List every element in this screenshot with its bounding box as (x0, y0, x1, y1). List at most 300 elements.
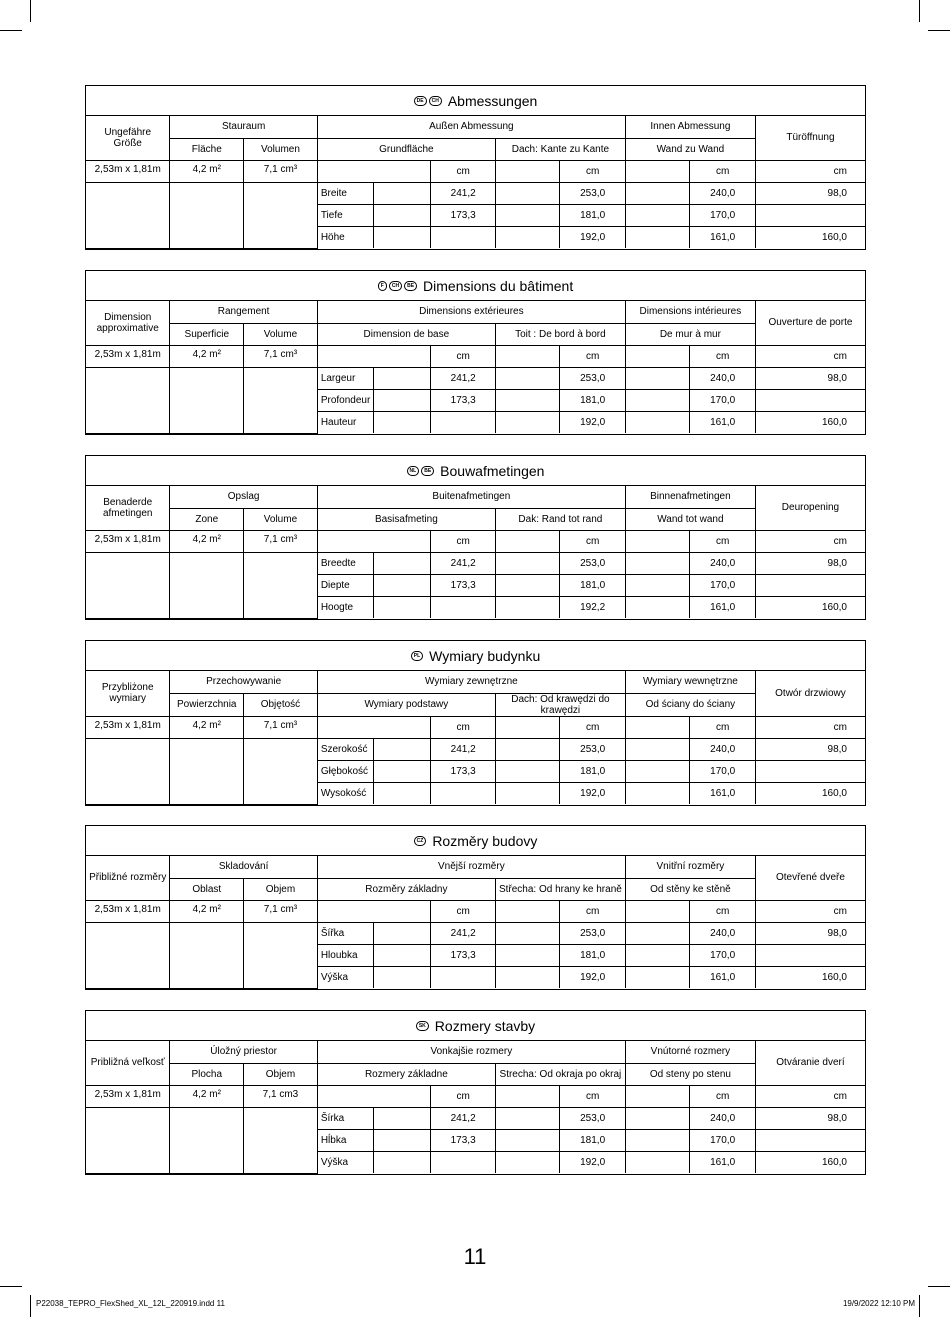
empty-cell (625, 738, 689, 760)
page-number: 11 (463, 1244, 487, 1269)
empty-cell (625, 1129, 689, 1151)
empty-cell (495, 389, 559, 411)
section-header (86, 641, 865, 671)
empty-cell (374, 552, 431, 574)
door-value (755, 944, 865, 966)
wall-dim-header: Od ściany do ściany (625, 693, 755, 716)
footer-date: 19/9/2022 12:10 PM (842, 1299, 915, 1308)
empty-cell (317, 160, 431, 182)
empty-cell (244, 552, 318, 618)
outer-dim-header: Außen Abmessung (317, 116, 625, 138)
inner-dim-header: Dimensions intérieures (625, 301, 755, 323)
inner-value: 161,0 (690, 411, 756, 433)
inner-value: 170,0 (690, 760, 756, 782)
empty-cell (625, 411, 689, 433)
approx-size-header: Przybliżone wymiary (86, 671, 170, 716)
dim-label: Hloubka (317, 944, 373, 966)
base-value (431, 226, 495, 248)
base-value: 241,2 (431, 922, 495, 944)
door-opening-header: Otevřené dveře (755, 856, 865, 900)
base-value: 241,2 (431, 738, 495, 760)
empty-cell (374, 596, 431, 618)
inner-dim-header: Vnitřní rozměry (625, 856, 755, 878)
area-header: Powierzchnia (170, 693, 244, 716)
table-row (86, 552, 865, 574)
section-header (86, 826, 865, 856)
empty-cell (495, 226, 559, 248)
empty-cell (495, 204, 559, 226)
unit-label: cm (755, 345, 865, 367)
country-flag-icon: BE (421, 466, 434, 476)
dim-label: Šírka (317, 1107, 373, 1129)
empty-cell (86, 552, 170, 618)
empty-cell (625, 760, 689, 782)
country-flag-icon: SK (416, 1021, 429, 1031)
dim-label: Höhe (317, 226, 373, 248)
storage-header: Stauraum (170, 116, 317, 138)
empty-cell (374, 922, 431, 944)
base-dim-header: Basisafmeting (317, 508, 495, 530)
unit-label: cm (755, 1085, 865, 1107)
country-flag-icon: CH (389, 281, 402, 291)
door-value: 98,0 (755, 922, 865, 944)
volume-value: 7,1 cm³ (244, 160, 318, 182)
unit-label: cm (560, 716, 626, 738)
approx-size-value: 2,53m x 1,81m (86, 345, 170, 367)
table-row (86, 182, 865, 204)
dim-label: Tiefe (317, 204, 373, 226)
volume-header: Volume (244, 508, 318, 530)
inner-value: 170,0 (690, 1129, 756, 1151)
empty-cell (86, 182, 170, 248)
door-value: 98,0 (755, 738, 865, 760)
empty-cell (495, 1085, 559, 1107)
inner-value: 240,0 (690, 552, 756, 574)
unit-label: cm (690, 530, 756, 552)
door-value: 98,0 (755, 552, 865, 574)
empty-cell (374, 389, 431, 411)
section-title: Rozměry budovy (432, 832, 538, 849)
roof-value: 181,0 (560, 760, 626, 782)
empty-cell (317, 530, 431, 552)
dim-label: Głębokość (317, 760, 373, 782)
crop-mark (0, 1286, 22, 1287)
roof-value: 192,0 (560, 966, 626, 988)
empty-cell (625, 345, 689, 367)
empty-cell (495, 782, 559, 804)
crop-mark (928, 1286, 950, 1287)
inner-value: 161,0 (690, 966, 756, 988)
volume-value: 7,1 cm3 (244, 1085, 318, 1107)
empty-cell (625, 966, 689, 988)
empty-cell (625, 389, 689, 411)
approx-size-value: 2,53m x 1,81m (86, 160, 170, 182)
dimension-table (86, 671, 865, 805)
empty-cell (625, 226, 689, 248)
unit-label: cm (431, 345, 495, 367)
base-value: 173,3 (431, 389, 495, 411)
table-row (86, 367, 865, 389)
section-header (86, 456, 865, 486)
roof-dim-header: Dach: Kante zu Kante (495, 138, 625, 160)
roof-dim-header: Toit : De bord à bord (495, 323, 625, 345)
inner-dim-header: Innen Abmessung (625, 116, 755, 138)
section-header (86, 86, 865, 116)
roof-value: 253,0 (560, 922, 626, 944)
base-value: 241,2 (431, 1107, 495, 1129)
base-dim-header: Rozmery základne (317, 1063, 495, 1085)
empty-cell (625, 574, 689, 596)
base-value: 241,2 (431, 552, 495, 574)
door-opening-header: Otwór drzwiowy (755, 671, 865, 716)
roof-value: 192,0 (560, 411, 626, 433)
unit-label: cm (560, 160, 626, 182)
inner-dim-header: Binnenafmetingen (625, 486, 755, 508)
empty-cell (170, 552, 244, 618)
door-value (755, 574, 865, 596)
dim-label: Breite (317, 182, 373, 204)
unit-label: cm (690, 900, 756, 922)
section-title: Wymiary budynku (429, 647, 541, 664)
empty-cell (495, 411, 559, 433)
dim-label: Hĺbka (317, 1129, 373, 1151)
empty-cell (374, 204, 431, 226)
unit-label: cm (755, 530, 865, 552)
volume-value: 7,1 cm³ (244, 530, 318, 552)
empty-cell (625, 182, 689, 204)
base-value: 241,2 (431, 182, 495, 204)
area-value: 4,2 m² (170, 160, 244, 182)
empty-cell (374, 966, 431, 988)
storage-header: Úložný priestor (170, 1041, 317, 1063)
empty-cell (495, 738, 559, 760)
area-value: 4,2 m² (170, 345, 244, 367)
wall-dim-header: Od stěny ke stěně (625, 878, 755, 900)
inner-value: 240,0 (690, 182, 756, 204)
door-value: 160,0 (755, 226, 865, 248)
inner-value: 170,0 (690, 389, 756, 411)
country-flags (414, 836, 427, 846)
unit-label: cm (755, 160, 865, 182)
empty-cell (495, 367, 559, 389)
base-value (431, 411, 495, 433)
inner-value: 240,0 (690, 367, 756, 389)
base-value: 173,3 (431, 574, 495, 596)
dimension-section (85, 1010, 866, 1175)
roof-value: 253,0 (560, 552, 626, 574)
dimension-section (85, 270, 866, 435)
roof-value: 192,0 (560, 226, 626, 248)
roof-value: 253,0 (560, 182, 626, 204)
door-value (755, 389, 865, 411)
base-dim-header: Dimension de base (317, 323, 495, 345)
dimension-table (86, 856, 865, 989)
door-value (755, 204, 865, 226)
dimension-table (86, 301, 865, 434)
empty-cell (374, 367, 431, 389)
door-value: 160,0 (755, 782, 865, 804)
area-header: Plocha (170, 1063, 244, 1085)
outer-dim-header: Vnější rozměry (317, 856, 625, 878)
storage-header: Rangement (170, 301, 317, 323)
area-value: 4,2 m² (170, 900, 244, 922)
empty-cell (374, 782, 431, 804)
empty-cell (495, 182, 559, 204)
volume-value: 7,1 cm³ (244, 345, 318, 367)
crop-mark (0, 30, 22, 31)
dim-label: Výška (317, 966, 373, 988)
door-opening-header: Deuropening (755, 486, 865, 530)
country-flag-icon: BE (404, 281, 417, 291)
area-value: 4,2 m² (170, 716, 244, 738)
country-flags (414, 96, 442, 106)
base-value: 241,2 (431, 367, 495, 389)
volume-header: Objętość (244, 693, 318, 716)
empty-cell (495, 552, 559, 574)
unit-label: cm (431, 716, 495, 738)
door-opening-header: Otváranie dverí (755, 1041, 865, 1085)
dimension-table (86, 486, 865, 619)
base-value (431, 1151, 495, 1173)
base-value (431, 782, 495, 804)
base-value: 173,3 (431, 1129, 495, 1151)
empty-cell (86, 1107, 170, 1173)
roof-value: 181,0 (560, 1129, 626, 1151)
base-value: 173,3 (431, 204, 495, 226)
unit-label: cm (690, 345, 756, 367)
area-header: Zone (170, 508, 244, 530)
empty-cell (625, 552, 689, 574)
country-flag-icon: CH (429, 96, 442, 106)
roof-value: 192,2 (560, 596, 626, 618)
empty-cell (374, 1107, 431, 1129)
wall-dim-header: Od steny po stenu (625, 1063, 755, 1085)
crop-mark (928, 30, 950, 31)
area-value: 4,2 m² (170, 530, 244, 552)
dim-label: Largeur (317, 367, 373, 389)
roof-value: 181,0 (560, 204, 626, 226)
volume-header: Volume (244, 323, 318, 345)
empty-cell (374, 1129, 431, 1151)
empty-cell (317, 1085, 431, 1107)
table-row (86, 922, 865, 944)
inner-value: 170,0 (690, 574, 756, 596)
crop-mark (919, 0, 920, 22)
section-header (86, 271, 865, 301)
approx-size-header: Približná veľkosť (86, 1041, 170, 1085)
country-flag-icon: PL (411, 651, 423, 661)
unit-label: cm (560, 530, 626, 552)
empty-cell (374, 738, 431, 760)
volume-value: 7,1 cm³ (244, 900, 318, 922)
base-dim-header: Grundfläche (317, 138, 495, 160)
empty-cell (170, 738, 244, 804)
empty-cell (317, 900, 431, 922)
empty-cell (495, 1129, 559, 1151)
empty-cell (244, 1107, 318, 1173)
footer-filename: P22038_TEPRO_FlexShed_XL_12L_220919.indd 11 (36, 1299, 225, 1308)
empty-cell (495, 716, 559, 738)
outer-dim-header: Vonkajšie rozmery (317, 1041, 625, 1063)
door-opening-header: Ouverture de porte (755, 301, 865, 345)
country-flags (416, 1021, 429, 1031)
roof-dim-header: Střecha: Od hrany ke hraně (495, 878, 625, 900)
wall-dim-header: Wand zu Wand (625, 138, 755, 160)
empty-cell (495, 596, 559, 618)
unit-label: cm (560, 900, 626, 922)
volume-value: 7,1 cm³ (244, 716, 318, 738)
empty-cell (625, 160, 689, 182)
dim-label: Hoogte (317, 596, 373, 618)
door-opening-header: Türöffnung (755, 116, 865, 160)
inner-value: 240,0 (690, 1107, 756, 1129)
empty-cell (625, 204, 689, 226)
dim-label: Diepte (317, 574, 373, 596)
crop-mark (30, 1295, 31, 1317)
empty-cell (244, 182, 318, 248)
empty-cell (625, 716, 689, 738)
approx-size-value: 2,53m x 1,81m (86, 1085, 170, 1107)
dimension-section (85, 455, 866, 620)
volume-header: Objem (244, 878, 318, 900)
outer-dim-header: Dimensions extérieures (317, 301, 625, 323)
inner-dim-header: Vnútorné rozmery (625, 1041, 755, 1063)
door-value: 160,0 (755, 411, 865, 433)
door-value (755, 1129, 865, 1151)
empty-cell (374, 574, 431, 596)
country-flag-icon: NL (407, 466, 420, 476)
dimension-section (85, 825, 866, 990)
dim-label: Wysokość (317, 782, 373, 804)
dimension-section (85, 640, 866, 806)
empty-cell (495, 966, 559, 988)
empty-cell (495, 574, 559, 596)
approx-size-value: 2,53m x 1,81m (86, 900, 170, 922)
empty-cell (170, 1107, 244, 1173)
approx-size-header: Přibližné rozměry (86, 856, 170, 900)
approx-size-header: Benaderde afmetingen (86, 486, 170, 530)
inner-dim-header: Wymiary wewnętrzne (625, 671, 755, 693)
country-flag-icon: DE (414, 96, 427, 106)
section-header (86, 1011, 865, 1041)
inner-value: 240,0 (690, 738, 756, 760)
roof-value: 181,0 (560, 574, 626, 596)
approx-size-value: 2,53m x 1,81m (86, 530, 170, 552)
area-value: 4,2 m² (170, 1085, 244, 1107)
inner-value: 170,0 (690, 944, 756, 966)
crop-mark (30, 0, 31, 22)
door-value: 160,0 (755, 1151, 865, 1173)
section-title: Abmessungen (447, 92, 538, 109)
empty-cell (625, 1107, 689, 1129)
volume-header: Objem (244, 1063, 318, 1085)
table-row (86, 1107, 865, 1129)
unit-label: cm (690, 160, 756, 182)
storage-header: Opslag (170, 486, 317, 508)
roof-value: 253,0 (560, 1107, 626, 1129)
roof-value: 181,0 (560, 944, 626, 966)
unit-label: cm (431, 900, 495, 922)
empty-cell (374, 411, 431, 433)
door-value: 160,0 (755, 966, 865, 988)
empty-cell (374, 944, 431, 966)
base-value: 173,3 (431, 760, 495, 782)
storage-header: Skladování (170, 856, 317, 878)
empty-cell (495, 1151, 559, 1173)
storage-header: Przechowywanie (170, 671, 317, 693)
country-flags (378, 281, 417, 291)
dim-label: Breedte (317, 552, 373, 574)
empty-cell (625, 782, 689, 804)
empty-cell (495, 1107, 559, 1129)
door-value: 98,0 (755, 367, 865, 389)
empty-cell (625, 367, 689, 389)
unit-label: cm (431, 1085, 495, 1107)
dim-label: Szerokość (317, 738, 373, 760)
empty-cell (374, 1151, 431, 1173)
inner-value: 161,0 (690, 596, 756, 618)
country-flags (407, 466, 435, 476)
empty-cell (495, 944, 559, 966)
empty-cell (625, 596, 689, 618)
roof-value: 181,0 (560, 389, 626, 411)
empty-cell (495, 922, 559, 944)
inner-value: 161,0 (690, 782, 756, 804)
dim-label: Šířka (317, 922, 373, 944)
empty-cell (170, 922, 244, 988)
door-value: 160,0 (755, 596, 865, 618)
roof-dim-header: Dach: Od krawędzi do krawędzi (495, 693, 625, 716)
empty-cell (625, 900, 689, 922)
base-dim-header: Wymiary podstawy (317, 693, 495, 716)
approx-size-header: Ungefähre Größe (86, 116, 170, 160)
volume-header: Volumen (244, 138, 318, 160)
roof-value: 192,0 (560, 782, 626, 804)
roof-dim-header: Strecha: Od okraja po okraj (495, 1063, 625, 1085)
empty-cell (374, 226, 431, 248)
empty-cell (244, 367, 318, 433)
empty-cell (170, 367, 244, 433)
approx-size-value: 2,53m x 1,81m (86, 716, 170, 738)
empty-cell (625, 1085, 689, 1107)
section-title: Dimensions du bâtiment (423, 277, 574, 294)
inner-value: 240,0 (690, 922, 756, 944)
wall-dim-header: Wand tot wand (625, 508, 755, 530)
unit-label: cm (690, 716, 756, 738)
empty-cell (495, 345, 559, 367)
dim-label: Profondeur (317, 389, 373, 411)
empty-cell (317, 716, 431, 738)
area-header: Oblast (170, 878, 244, 900)
country-flag-icon: CZ (414, 836, 427, 846)
empty-cell (86, 367, 170, 433)
door-value: 98,0 (755, 182, 865, 204)
section-title: Bouwafmetingen (440, 462, 545, 479)
empty-cell (495, 760, 559, 782)
empty-cell (625, 922, 689, 944)
unit-label: cm (560, 345, 626, 367)
inner-value: 170,0 (690, 204, 756, 226)
crop-mark (919, 1295, 920, 1317)
wall-dim-header: De mur à mur (625, 323, 755, 345)
dim-label: Hauteur (317, 411, 373, 433)
empty-cell (495, 530, 559, 552)
empty-cell (244, 738, 318, 804)
empty-cell (625, 944, 689, 966)
empty-cell (625, 1151, 689, 1173)
unit-label: cm (755, 900, 865, 922)
empty-cell (374, 760, 431, 782)
